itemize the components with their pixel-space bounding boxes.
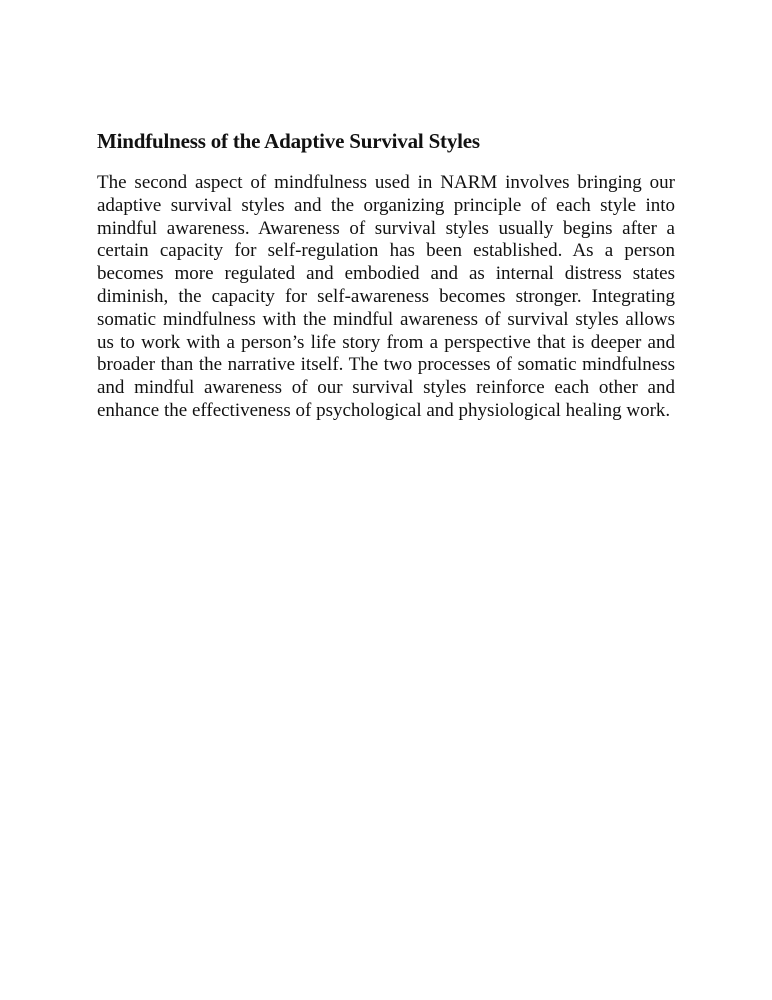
- section-heading: Mindfulness of the Adaptive Survival Styles: [97, 129, 480, 153]
- section-paragraph: The second aspect of mindfulness used in NARM involves bringing our adaptive survival styles and the organizing principle of each style into mindful awareness. Awareness of survival styles usually begins after a certain capacity for self-regulation has been established. As a person becomes more regulated and embodied and as internal distress states diminish, the capacity for self-awareness becomes stronger. Integrating somatic mindfulness with the mindful awareness of survival styles allows us to work with a person’s life story from a perspective that is deeper and broader than the narrative itself. The two processes of somatic mindfulness and mindful awareness of our survival styles reinforce each other and enhance the effectiveness of psychological and physiological healing work.: [97, 172, 675, 421]
- section-content: [97, 126, 675, 423]
